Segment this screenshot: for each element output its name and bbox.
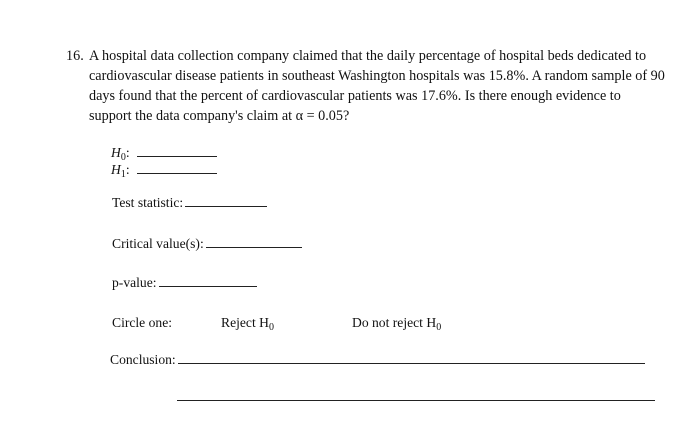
test-statistic-blank[interactable] [185, 194, 267, 207]
alternative-hypothesis-blank[interactable] [137, 161, 217, 174]
circle-one-label: Circle one: [112, 315, 173, 330]
null-hypothesis-row: $H_0$: [111, 144, 217, 167]
null-hypothesis-blank[interactable] [137, 144, 217, 157]
problem-text: A hospital data collection company claimed that the daily percentage of hospital beds dedicated to cardiovascular disease patients in southeast Washington hospitals was 15.8%. A random sample of 90 days found that the percent of cardiovascular patients was 17.6%. Is there enough evidence to support the data company's claim at α = 0.05? [89, 48, 665, 124]
conclusion-label: Conclusion: [110, 352, 176, 367]
h1-label: $H_1$ [111, 162, 126, 180]
p-value-row [112, 274, 257, 292]
test-statistic-row [112, 194, 267, 212]
conclusion-row [110, 351, 645, 369]
do-not-reject-h0-option[interactable]: Do not reject $H_0$ [352, 315, 442, 333]
h0-label: $H_0$ [111, 145, 126, 163]
conclusion-blank-line-1[interactable] [178, 351, 645, 364]
p-value-blank[interactable] [159, 274, 257, 287]
conclusion-blank-line-2[interactable] [177, 400, 655, 401]
p-value-label: p-value: [112, 275, 157, 290]
test-statistic-label: Test statistic: [112, 195, 184, 210]
critical-values-label: Critical value(s): [112, 236, 204, 251]
alternative-hypothesis-row: $H_1$: [111, 161, 217, 184]
critical-values-blank[interactable] [206, 235, 302, 248]
problem-statement [66, 46, 666, 126]
critical-values-row [112, 235, 302, 253]
problem-number: 16. [66, 48, 84, 64]
reject-h0-option[interactable]: Reject $H_0$ [221, 315, 274, 333]
